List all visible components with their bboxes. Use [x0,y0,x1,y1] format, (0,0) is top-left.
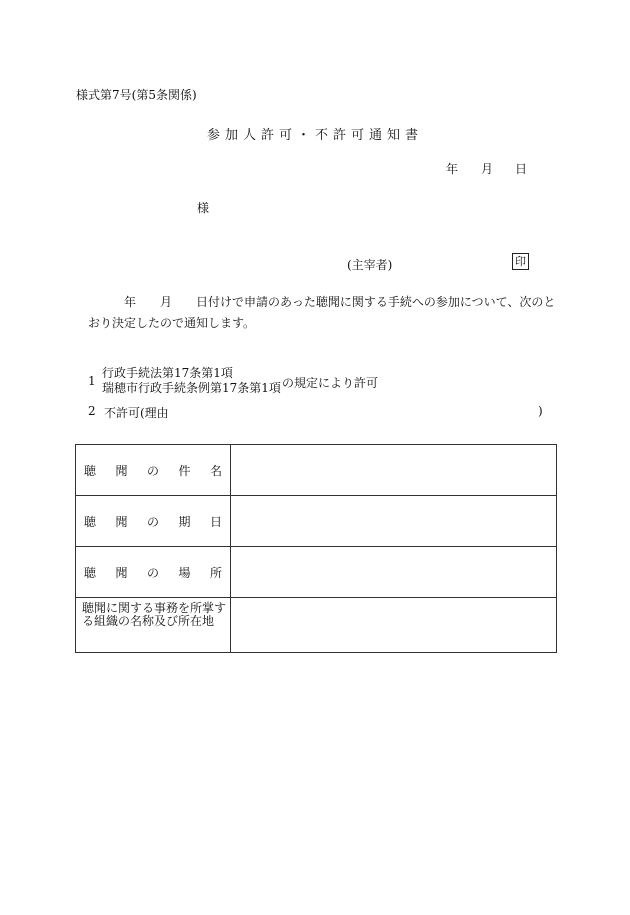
body-month-label: 月 [160,295,173,309]
date-month-label: 月 [481,162,494,176]
organizer-label: (主宰者) [347,258,393,272]
decision-2-number: 2 [88,404,96,418]
body-text-line1: 日付けで申請のあった聴聞に関する手続への参加について、次のと [196,295,556,309]
table-row [76,547,557,598]
table-row [76,445,557,496]
table-row [76,598,557,653]
row-label-subject: 聴聞の件名 [76,445,231,496]
table-row [76,496,557,547]
decision-2-close: ) [538,404,543,418]
seal-mark: 印 [512,253,529,270]
form-number: 様式第7号(第5条関係) [76,88,197,102]
body-year-label: 年 [124,295,137,309]
decision-1-suffix: の規定により許可 [282,376,379,390]
decision-2-text: 不許可(理由 [104,406,169,420]
row-value-subject [231,445,557,496]
row-label-place: 聴聞の場所 [76,547,231,598]
decision-1-law-option-2: 瑞穂市行政手続条例第17条第1項 [102,381,281,395]
document-title: 参加人許可・不許可通知書 [206,128,423,143]
hearing-info-table [75,444,557,653]
addressee-suffix: 様 [197,201,210,215]
decision-1-law-option-1: 行政手続法第17条第1項 [102,366,233,380]
row-label-date: 聴聞の期日 [76,496,231,547]
date-year-label: 年 [446,162,459,176]
row-value-organization [231,598,557,653]
row-value-date [231,496,557,547]
row-label-organization: 聴聞に関する事務を所掌する組織の名称及び所在地 [76,598,231,653]
decision-1-number: 1 [88,374,96,388]
row-value-place [231,547,557,598]
date-day-label: 日 [515,162,528,176]
body-text-line2: おり決定したので通知します。 [88,316,256,330]
